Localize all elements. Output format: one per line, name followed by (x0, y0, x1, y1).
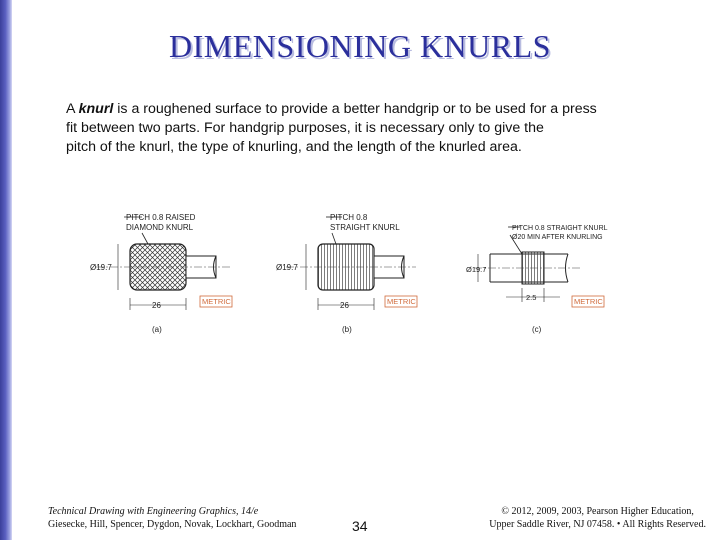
knurl-figures (80, 200, 640, 350)
figure-a-diameter: Ø19.7 (90, 263, 112, 272)
body-paragraph (66, 100, 686, 157)
figure-c-note-1: PITCH 0.8 STRAIGHT KNURL (512, 225, 608, 232)
figure-c-diameter: Ø19.7 (466, 265, 487, 274)
footer-copyright (489, 505, 706, 531)
body-line-1-rest: is a roughened surface to provide a better handgrip or to be used for a press (113, 101, 597, 117)
figure-b-note-1: PITCH 0.8 (330, 213, 368, 222)
figure-b-caption: (b) (342, 325, 352, 334)
figure-c-length: 2.5 (526, 293, 537, 302)
body-line-3: pitch of the knurl, the type of knurling, and the length of the knurled area. (66, 139, 522, 155)
figure-a-caption: (a) (152, 325, 162, 334)
page-number: 34 (352, 518, 368, 534)
figure-a-length: 26 (152, 301, 161, 310)
figure-c-metric-tag: METRIC (574, 297, 603, 306)
figure-b-diameter: Ø19.7 (276, 263, 298, 272)
figure-b-metric-tag: METRIC (387, 297, 416, 306)
body-prefix: A (66, 101, 79, 117)
footer-book-title: Technical Drawing with Engineering Graphics, 14/e (48, 506, 259, 517)
figure-a-note-1: PITCH 0.8 RAISED (126, 213, 196, 222)
figure-b-note-2: STRAIGHT KNURL (330, 223, 400, 232)
knurl-term: knurl (78, 101, 114, 117)
body-line-2: fit between two parts. For handgrip purposes, it is necessary only to give the (66, 120, 544, 136)
slide-title: DIMENSIONING KNURLS (169, 28, 551, 64)
copyright-line-1: © 2012, 2009, 2003, Pearson Higher Education, (501, 506, 694, 517)
footer-authors: Giesecke, Hill, Spencer, Dygdon, Novak, Lockhart, Goodman (48, 519, 297, 530)
figure-b (276, 213, 417, 334)
figure-c (466, 225, 608, 334)
footer-citation (48, 505, 296, 531)
body-line-1 (66, 100, 686, 119)
figure-b-length: 26 (340, 301, 349, 310)
figure-c-note-2: Ø20 MIN AFTER KNURLING (512, 234, 603, 241)
figure-a (90, 213, 232, 334)
figure-a-metric-tag: METRIC (202, 297, 231, 306)
left-accent-bar (0, 0, 12, 540)
figure-c-caption: (c) (532, 325, 542, 334)
figure-a-note-2: DIAMOND KNURL (126, 223, 194, 232)
copyright-line-2: Upper Saddle River, NJ 07458. • All Rights Reserved. (489, 519, 706, 530)
